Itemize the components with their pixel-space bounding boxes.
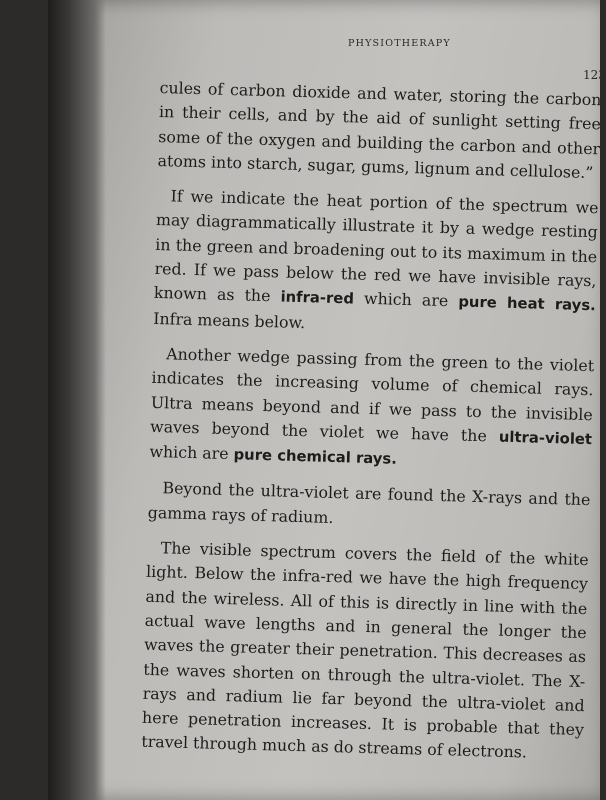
paragraph-4: Beyond the ultra-violet are found the X-rays and the gamma rays of radium. [147, 478, 591, 527]
book-gutter-shadow [48, 0, 106, 800]
book-page [48, 0, 606, 800]
paragraph-5: The visible spectrum covers the field of the white light. Below the infra-red we have the high frequency and the wireless. All of this is directly in line with the actual wave lengths and in general the longer the waves the greater their penetration. This decreases as the waves shorten on through the ultra-violet. The X-rays and radium lie far beyond the ultra-violet and here penetration increases. It is probable that they travel through much as do streams of electrons. [141, 538, 589, 762]
paragraph-3-text-c: which are [149, 442, 234, 464]
paragraph-2-text-c: which are [353, 288, 459, 311]
paragraph-2 [153, 184, 599, 343]
paragraph-3 [149, 342, 594, 478]
term-ultra-violet: ultra-violet [498, 428, 593, 449]
term-pure-chemical-rays: pure chemical rays. [233, 446, 398, 468]
paragraph-1: cules of carbon dioxide and water, storing the carbon in their cells, and by the aid of sunlight setting free some of the oxygen and building the carbon and other atoms into starch, sugar, gums, lignum and cellulose.” [157, 77, 602, 183]
body-text [141, 76, 602, 778]
paragraph-2-text-a: If we indicate the heat portion of the spectrum we may diagrammatically illustrate it by a wedge resting in the green and broadening out to its maximum in the red. If we pass below the red we have invisible rays, known as the [153, 186, 599, 306]
term-pure-heat-rays: pure heat rays. [458, 293, 596, 315]
term-infra-red: infra-red [280, 288, 355, 308]
paragraph-3-text-a: Another wedge passing from the green to the violet indicates the increasing volume of chemical rays. Ultra means beyond and if we pass to the invisible waves beyond the violet we have the [149, 344, 595, 446]
running-header: PHYSIOTHERAPY [348, 38, 451, 49]
page-number: 123 [583, 68, 606, 82]
paragraph-2-text-d: Infra means below. [152, 308, 306, 332]
